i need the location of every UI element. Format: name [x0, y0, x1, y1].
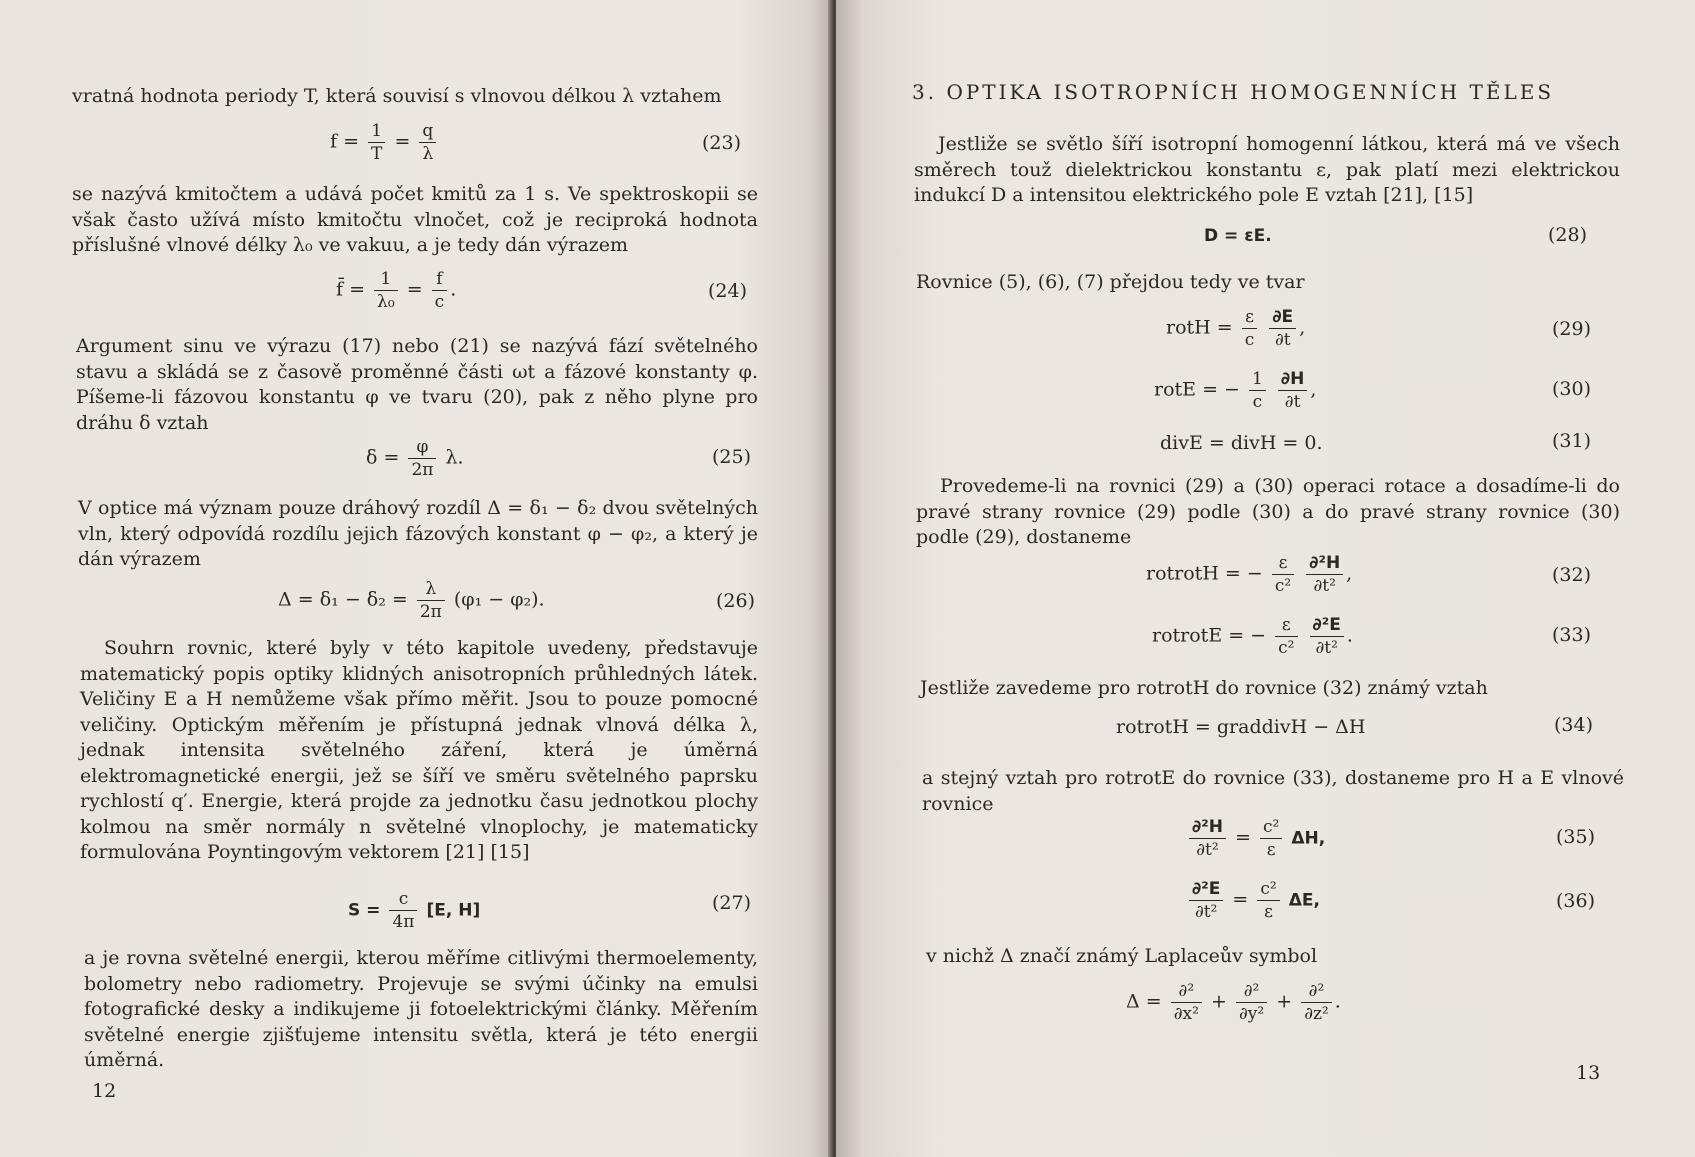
equation-number: (31) [1552, 430, 1592, 452]
paragraph: vratná hodnota periody T, která souvisí s vlnovou délkou λ vztahem [72, 85, 722, 107]
equation-29: rotH = $\frac{\varepsilon}{c}$ $\frac{\partial E}{\partial t}$ , [1166, 307, 1306, 350]
equation-30: rotE = − $\frac{1}{c}$ $\frac{\partial H}{\partial t}$ , [1154, 369, 1317, 412]
equation-33: rotrotE = − $\frac{\varepsilon}{\text{c²}}$ $\frac{\text{∂²E}}{\text{∂t²}}$ . [1152, 615, 1353, 658]
paragraph: V optice má význam pouze dráhový rozdíl Δ = δ₁ − δ₂ dvou světelných vln, který odpovídá rozdílu jejich fázových konstant φ − φ₂, a který je dán výrazem [78, 497, 758, 570]
equation-number: (35) [1556, 826, 1596, 848]
equation-laplace: Δ = $\frac{\text{∂²}}{\text{∂x²}}$ + $\frac{\text{∂²}}{\text{∂y²}}$ + $\frac{\text{∂²}}{\text{∂z²}}$ . [1126, 981, 1341, 1024]
equation-25: δ = $\frac{\varphi}{2\pi}$ λ. [366, 437, 464, 480]
equation-35: $\frac{\text{∂²H}}{\text{∂t²}}$ = $\frac{\text{c²}}{\varepsilon}$ ΔH, [1186, 816, 1325, 861]
equation-number: (32) [1552, 564, 1592, 586]
page-number: 12 [92, 1080, 117, 1102]
paragraph: Jestliže se světlo šíří isotropní homogenní látkou, která má ve všech směrech touž dielektrickou konstantu ε, pak platí mezi elektrickou indukcí D a intensitou elektrického pole E vztah [21], [15] [914, 133, 1620, 206]
text-block [926, 944, 1526, 970]
equation-number: (23) [702, 132, 742, 154]
text-block [922, 766, 1624, 817]
equation-31: divE = divH = 0. [1160, 432, 1323, 454]
equation-number: (24) [708, 280, 748, 302]
equation-number: (26) [716, 590, 756, 612]
paragraph: a je rovna světelné energii, kterou měříme citlivými thermoelementy, bolometry nebo radiometry. Projevuje se svými účinky na emulsi fotografické desky a indikujeme ji fotoelektrickými články. Měřením světelné energie zjišťujeme intensitu světla, která je této energii úměrná. [84, 947, 758, 1071]
paragraph: a stejný vztah pro rotrotE do rovnice (33), dostaneme pro H a E vlnové rovnice [922, 767, 1624, 815]
paragraph: Souhrn rovnic, které byly v této kapitole uvedeny, představuje matematický popis optiky klidných anisotropních průhledných látek. Veličiny E a H nemůžeme však přímo měřit. Jsou to pouze pomocné veličiny. Optickým měřením je přístupná jednak vlnová délka λ, jednak intensita světelného záření, která je úměrná elektromagnetické energii, jež se šíří ve směru světelného paprsku rychlostí q′. Energie, která projde za jednotku času jednotkou plochy kolmou na směr normály n světelné vlnoplochy, je matematicky formulována Poyntingovým vektorem [21] [15] [80, 637, 758, 863]
paragraph: Rovnice (5), (6), (7) přejdou tedy ve tvar [916, 271, 1305, 293]
text-block [80, 636, 758, 866]
equation-24: f̄ = $\frac{1}{\text{λ₀}}$ = $\frac{f}{c}$ . [336, 269, 457, 312]
text-block [78, 496, 758, 573]
equation-34: rotrotH = graddivH − ΔH [1116, 716, 1366, 738]
equation-27: S = $\frac{c}{4\pi}$ [E, H] [348, 889, 481, 932]
text-block [76, 334, 758, 436]
equation-number: (34) [1554, 714, 1594, 736]
chapter-heading: 3. OPTIKA ISOTROPNÍCH HOMOGENNÍCH TĚLES [912, 80, 1555, 104]
text-block [916, 474, 1620, 551]
paragraph: Provedeme-li na rovnici (29) a (30) operaci rotace a dosadíme-li do pravé strany rovnice (29) podle (30) a do pravé strany rovnice (30) podle (29), dostaneme [916, 475, 1620, 548]
text-line [72, 84, 758, 110]
text-block [916, 270, 1616, 296]
paragraph: Argument sinu ve výrazu (17) nebo (21) se nazývá fází světelného stavu a skládá se z časově proměnné části ωt a fázové konstanty φ. Píšeme-li fázovou konstantu φ ve tvaru (20), pak z něho plyne pro dráhu δ vztah [76, 335, 758, 434]
paragraph: se nazývá kmitočtem a udává počet kmitů za 1 s. Ve spektroskopii se však často užívá místo kmitočtu vlnočet, což je reciproká hodnota příslušné vlnové délky λ₀ ve vakuu, a je tedy dán výrazem [72, 183, 758, 256]
equation-28: D = εE. [1204, 226, 1272, 246]
right-page [836, 0, 1695, 1157]
text-block [72, 182, 758, 259]
equation-36: $\frac{\text{∂²E}}{\text{∂t²}}$ = $\frac{\text{c²}}{\varepsilon}$ ΔE, [1186, 878, 1320, 923]
equation-26: Δ = δ₁ − δ₂ = $\frac{\lambda}{2\pi}$ (φ₁ − φ₂). [278, 579, 545, 622]
equation-number: (29) [1552, 318, 1592, 340]
text-block [914, 132, 1620, 209]
paragraph: Jestliže zavedeme pro rotrotH do rovnice (32) známý vztah [920, 677, 1488, 699]
equation-23: f = $\frac{1}{T}$ = $\frac{q}{\lambda}$ [330, 120, 439, 165]
page-number: 13 [1576, 1062, 1601, 1084]
equation-number: (33) [1552, 624, 1592, 646]
text-block [84, 946, 758, 1074]
paragraph: v nichž Δ značí známý Laplaceův symbol [926, 945, 1318, 967]
equation-number: (30) [1552, 378, 1592, 400]
equation-number: (28) [1548, 224, 1588, 246]
text-block [920, 676, 1620, 702]
equation-number: (27) [712, 892, 752, 914]
equation-number: (25) [712, 446, 752, 468]
equation-32: rotrotH = − $\frac{\varepsilon}{\text{c²}}$ $\frac{\text{∂²H}}{\text{∂t²}}$ , [1146, 553, 1353, 596]
equation-number: (36) [1556, 890, 1596, 912]
left-page [0, 0, 834, 1157]
